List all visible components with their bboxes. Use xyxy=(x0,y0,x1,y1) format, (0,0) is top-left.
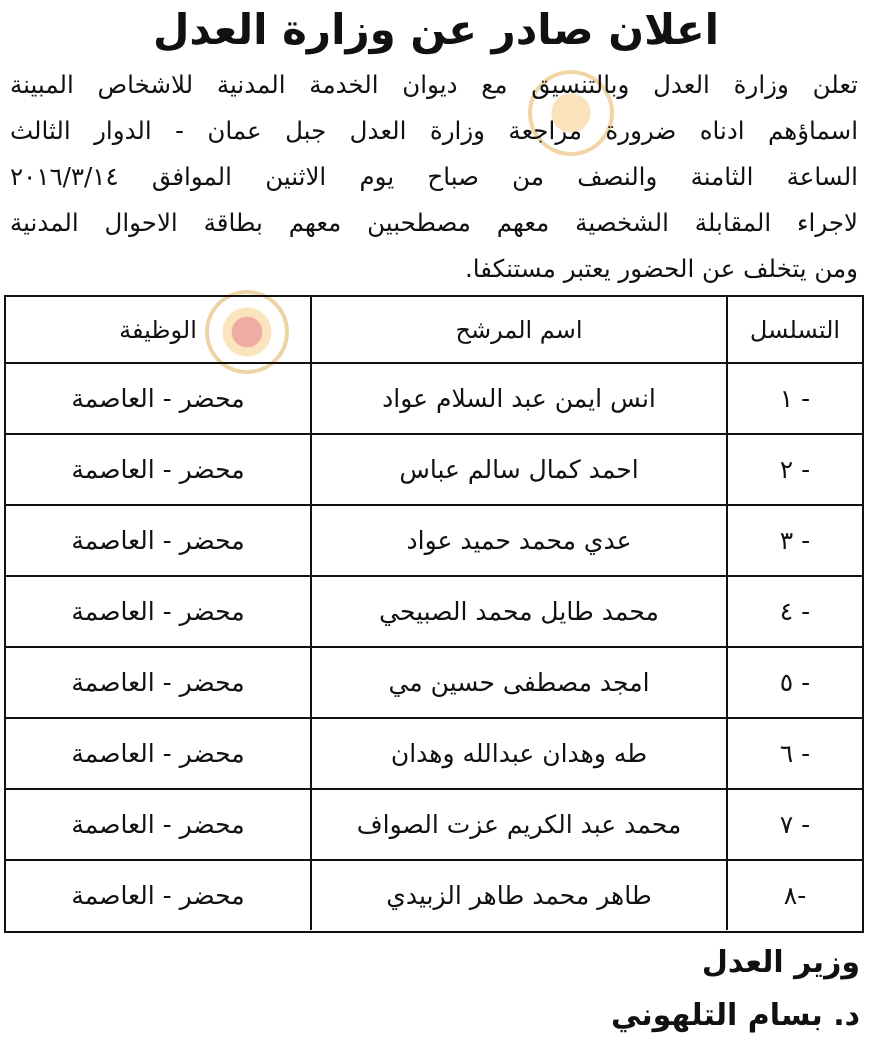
row-job: محضر - العاصمة xyxy=(71,881,245,910)
row-sequence: ٣ - xyxy=(779,526,811,555)
row-sequence: ٢ - xyxy=(779,455,811,484)
row-candidate-name: امجد مصطفى حسين مي xyxy=(310,648,728,717)
table-row xyxy=(6,646,862,717)
row-job: محضر - العاصمة xyxy=(71,597,245,626)
row-job: محضر - العاصمة xyxy=(71,668,245,697)
table-row xyxy=(6,362,862,433)
row-job: محضر - العاصمة xyxy=(71,455,245,484)
table-header-row xyxy=(6,297,862,362)
row-job: محضر - العاصمة xyxy=(71,384,245,413)
row-sequence: ٨- xyxy=(783,881,807,910)
row-job: محضر - العاصمة xyxy=(71,810,245,839)
header-job: الوظيفة xyxy=(119,315,197,344)
announcement-title: اعلان صادر عن وزارة العدل xyxy=(152,5,720,54)
row-candidate-name: محمد عبد الكريم عزت الصواف xyxy=(310,790,728,859)
announcement-body-line: لاجراء المقابلة الشخصية معهم مصطحبين معهم بطاقة الاحوال المدنية xyxy=(10,208,858,237)
header-sequence: التسلسل xyxy=(749,315,841,344)
signer-name: د. بسام التلهوني xyxy=(611,998,860,1033)
row-sequence: ٥ - xyxy=(779,668,811,697)
row-candidate-name: احمد كمال سالم عباس xyxy=(310,435,728,504)
announcement-body xyxy=(10,62,858,292)
row-candidate-name: انس ايمن عبد السلام عواد xyxy=(310,364,728,433)
announcement-body-line: ومن يتخلف عن الحضور يعتبر مستنكفا. xyxy=(464,254,858,283)
row-candidate-name: محمد طايل محمد الصبيحي xyxy=(310,577,728,646)
row-sequence: ٦ - xyxy=(779,739,811,768)
table-row xyxy=(6,788,862,859)
candidates-table xyxy=(4,295,864,933)
table-row xyxy=(6,504,862,575)
announcement-body-line: تعلن وزارة العدل وبالتنسيق مع ديوان الخدمة المدنية للاشخاص المبينة xyxy=(10,70,858,99)
table-row xyxy=(6,717,862,788)
row-sequence: ١ - xyxy=(779,384,811,413)
row-job: محضر - العاصمة xyxy=(71,739,245,768)
announcement-body-line: اسماؤهم ادناه ضرورة مراجعة وزارة العدل جبل عمان - الدوار الثالث xyxy=(10,116,858,145)
announcement-body-line: الساعة الثامنة والنصف من صباح يوم الاثنين الموافق ٢٠١٦/٣/١٤ xyxy=(10,162,858,191)
table-row xyxy=(6,859,862,930)
header-candidate-name: اسم المرشح xyxy=(310,297,728,362)
row-candidate-name: طاهر محمد طاهر الزبيدي xyxy=(310,861,728,930)
row-sequence: ٧ - xyxy=(779,810,811,839)
row-candidate-name: عدي محمد حميد عواد xyxy=(310,506,728,575)
table-row xyxy=(6,575,862,646)
table-row xyxy=(6,433,862,504)
row-candidate-name: طه وهدان عبدالله وهدان xyxy=(310,719,728,788)
row-sequence: ٤ - xyxy=(779,597,811,626)
row-job: محضر - العاصمة xyxy=(71,526,245,555)
signer-title: وزير العدل xyxy=(701,945,860,980)
